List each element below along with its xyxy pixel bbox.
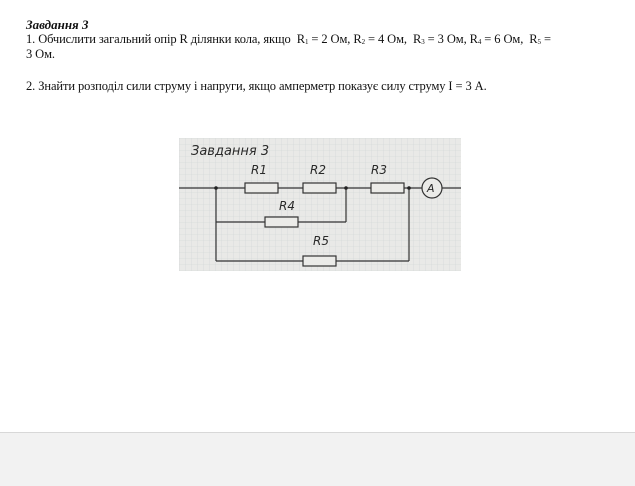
label-r4: R4 [279, 199, 295, 213]
resistor-r3 [371, 183, 404, 193]
resistor-r1-value-text: R1 = 2 Ом, [296, 32, 351, 46]
circuit-photo [179, 138, 461, 271]
junction-middle [344, 186, 348, 190]
label-r1: R1 [251, 163, 267, 177]
bottom-panel [0, 432, 635, 486]
circuit-diagram [179, 138, 461, 271]
resistor-r2-value-text: R2 = 4 Ом, [353, 32, 407, 46]
resistor-r5-value-text: R5 = [529, 32, 551, 46]
resistor-r4 [265, 217, 298, 227]
task-item-1-line-1 [26, 32, 551, 47]
task-title: Завдання 3 [26, 17, 89, 32]
label-r2: R2 [310, 163, 326, 177]
task-item-1-line-2: 3 Ом. [26, 47, 55, 61]
figure-heading: Завдання 3 [191, 144, 270, 159]
task-item-2: 2. Знайти розподіл сили струму і напруги, якщо амперметр показує силу струму I = 3 А. [26, 79, 487, 93]
task-item-1-prefix: 1. Обчислити загальний опір R ділянки кола, якщо [26, 32, 291, 46]
label-ammeter: A [427, 182, 435, 195]
resistor-r4-value-text: R4 = 6 Ом, [469, 32, 524, 46]
resistor-r3-value-text: R3 = 3 Ом, [413, 32, 467, 46]
junction-right [407, 186, 411, 190]
resistor-r1 [245, 183, 278, 193]
resistor-r5 [303, 256, 336, 266]
label-r5: R5 [313, 234, 329, 248]
junction-left [214, 186, 218, 190]
resistor-r2 [303, 183, 336, 193]
label-r3: R3 [371, 163, 387, 177]
